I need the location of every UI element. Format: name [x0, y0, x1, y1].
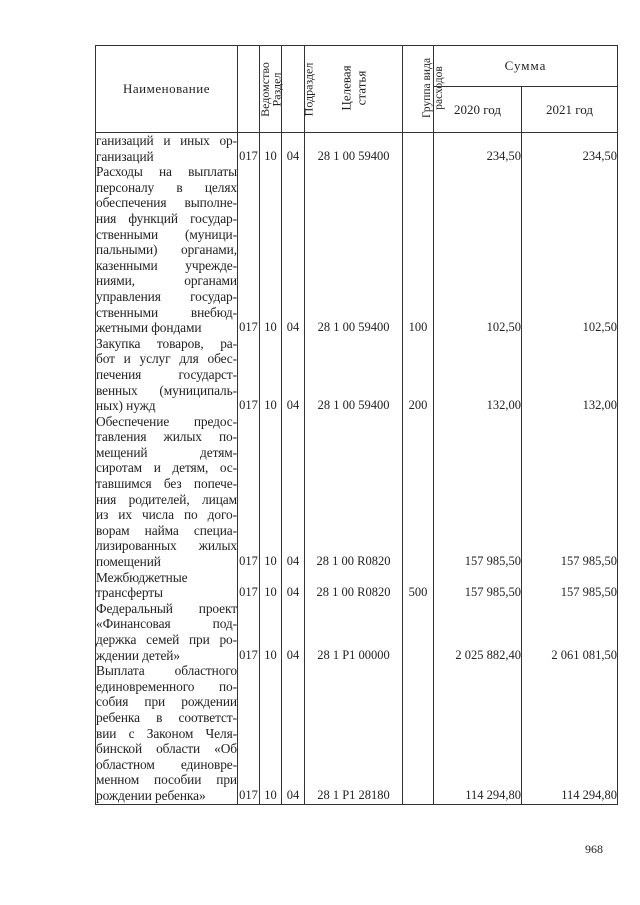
row-name — [96, 601, 238, 663]
row-name-line: из их числа по дого- — [96, 507, 237, 523]
row-name-line: ворам найма специа- — [96, 522, 237, 538]
row-celevaya-statya: 28 1 P1 28180 — [305, 663, 403, 804]
row-vid-rashodov: 100 — [403, 164, 434, 336]
row-sum-2021: 234,50 — [522, 133, 618, 165]
row-name-line: лизированных жилых — [96, 538, 237, 554]
table-row — [96, 133, 618, 165]
row-vedomstvo: 017 — [238, 336, 260, 414]
row-name-line: ственными внебюд- — [96, 304, 237, 320]
row-celevaya-statya: 28 1 00 59400 — [305, 133, 403, 165]
row-name-line: трансферты — [96, 585, 163, 601]
header-summa: Сумма — [434, 46, 618, 87]
row-podrazdel: 04 — [282, 601, 305, 663]
row-vid-rashodov — [403, 414, 434, 570]
row-name-line: ганизаций — [96, 148, 154, 164]
row-vid-rashodov — [403, 133, 434, 165]
row-name-line: венных (муниципаль- — [96, 382, 237, 398]
header-year-2020: 2020 год — [434, 87, 522, 133]
row-name-line: бинской области «Об — [96, 741, 237, 757]
table-header — [96, 46, 618, 133]
row-name-line: ребенка в соответст- — [96, 709, 237, 725]
row-name-line: менном пособии при — [96, 772, 237, 788]
row-sum-2021: 2 061 081,50 — [522, 601, 618, 663]
row-name-line: помещений — [96, 554, 161, 570]
row-name-line: вии с Законом Челя- — [96, 725, 237, 741]
row-name-line: жетными фондами — [96, 320, 202, 336]
row-vedomstvo: 017 — [238, 414, 260, 570]
row-razdel: 10 — [260, 414, 282, 570]
row-name-line: «Финансовая под- — [96, 616, 237, 632]
table-row — [96, 663, 618, 804]
row-name — [96, 133, 238, 165]
row-name-line: рождении ребенка» — [96, 787, 206, 803]
row-sum-2020: 234,50 — [434, 133, 522, 165]
row-celevaya-statya: 28 1 00 R0820 — [305, 414, 403, 570]
row-name-line: бот и услуг для обес- — [96, 351, 237, 367]
row-sum-2020: 157 985,50 — [434, 414, 522, 570]
row-name-line: печения государст- — [96, 366, 237, 382]
row-name-line: обеспечения выполне- — [96, 195, 237, 211]
row-name-line: ждении детей» — [96, 647, 180, 663]
row-sum-2020: 157 985,50 — [434, 570, 522, 601]
row-podrazdel: 04 — [282, 164, 305, 336]
table-body — [96, 133, 618, 805]
row-celevaya-statya: 28 1 00 R0820 — [305, 570, 403, 601]
row-vedomstvo: 017 — [238, 601, 260, 663]
row-name-line: пальными) органами, — [96, 242, 237, 258]
row-vid-rashodov: 200 — [403, 336, 434, 414]
row-podrazdel: 04 — [282, 336, 305, 414]
header-year-2021: 2021 год — [522, 87, 618, 133]
row-name-line: Обеспечение предос- — [96, 413, 237, 429]
row-name — [96, 570, 238, 601]
row-name-line: держка семей при ро- — [96, 632, 237, 647]
table-row — [96, 164, 618, 336]
header-razdel: Раздел — [260, 46, 282, 133]
header-celevaya-statya: Целевая статья — [305, 46, 403, 133]
row-name-line: Федеральный проект — [96, 600, 237, 616]
header-name: Наименование — [96, 46, 238, 133]
row-name-line: ния родителей, лицам — [96, 491, 237, 507]
row-vedomstvo: 017 — [238, 570, 260, 601]
row-podrazdel: 04 — [282, 570, 305, 601]
row-sum-2020: 2 025 882,40 — [434, 601, 522, 663]
row-name — [96, 414, 238, 570]
row-name-line: тавшимся без попече- — [96, 476, 237, 492]
row-vedomstvo: 017 — [238, 663, 260, 804]
row-name-line: персоналу в целях — [96, 179, 237, 195]
header-podrazdel: Подраздел — [282, 46, 305, 133]
row-name — [96, 336, 238, 414]
row-name-line: областном единовре- — [96, 756, 237, 772]
row-name-line: Межбюджетные — [96, 569, 188, 585]
row-name-line: Расходы на выплаты — [96, 164, 237, 180]
row-name-line: казенными учрежде- — [96, 257, 237, 273]
row-razdel: 10 — [260, 164, 282, 336]
table-row — [96, 414, 618, 570]
row-name-line: ственными (муници- — [96, 226, 237, 242]
row-name — [96, 663, 238, 804]
row-sum-2020: 132,00 — [434, 336, 522, 414]
row-razdel: 10 — [260, 663, 282, 804]
table-row — [96, 336, 618, 414]
row-vid-rashodov: 500 — [403, 570, 434, 601]
row-vid-rashodov — [403, 663, 434, 804]
budget-table — [95, 45, 618, 805]
row-name — [96, 164, 238, 336]
page-number: 968 — [585, 842, 603, 856]
row-vedomstvo: 017 — [238, 133, 260, 165]
row-name-line: ния функций государ- — [96, 210, 237, 226]
table-row — [96, 601, 618, 663]
row-name-line: собия при рождении — [96, 694, 237, 710]
row-sum-2021: 102,50 — [522, 164, 618, 336]
row-razdel: 10 — [260, 570, 282, 601]
row-sum-2020: 102,50 — [434, 164, 522, 336]
row-celevaya-statya: 28 1 P1 00000 — [305, 601, 403, 663]
row-podrazdel: 04 — [282, 414, 305, 570]
row-razdel: 10 — [260, 336, 282, 414]
row-sum-2021: 157 985,50 — [522, 570, 618, 601]
header-vedomstvo: Ведомство — [238, 46, 260, 133]
row-sum-2020: 114 294,80 — [434, 663, 522, 804]
row-razdel: 10 — [260, 133, 282, 165]
row-name-line: мещений детям- — [96, 444, 237, 460]
row-name-line: сиротам и детям, ос- — [96, 460, 237, 476]
row-name-line: ных) нужд — [96, 398, 156, 414]
row-vedomstvo: 017 — [238, 164, 260, 336]
row-name-line: ниями, органами — [96, 273, 237, 289]
row-name-line: единовременного по- — [96, 678, 237, 694]
table-row — [96, 570, 618, 601]
row-vid-rashodov — [403, 601, 434, 663]
row-sum-2021: 157 985,50 — [522, 414, 618, 570]
row-sum-2021: 132,00 — [522, 336, 618, 414]
row-razdel: 10 — [260, 601, 282, 663]
row-name-line: Выплата областного — [96, 663, 237, 679]
row-podrazdel: 04 — [282, 133, 305, 165]
row-celevaya-statya: 28 1 00 59400 — [305, 336, 403, 414]
row-name-line: Закупка товаров, ра- — [96, 335, 237, 351]
row-sum-2021: 114 294,80 — [522, 663, 618, 804]
header-gruppa-vida-rashodov: Группа вида расходов — [403, 46, 434, 133]
row-podrazdel: 04 — [282, 663, 305, 804]
row-name-line: управления государ- — [96, 288, 237, 304]
row-name-line: тавления жилых по- — [96, 429, 237, 445]
row-celevaya-statya: 28 1 00 59400 — [305, 164, 403, 336]
row-name-line: ганизаций и иных ор- — [96, 133, 237, 148]
